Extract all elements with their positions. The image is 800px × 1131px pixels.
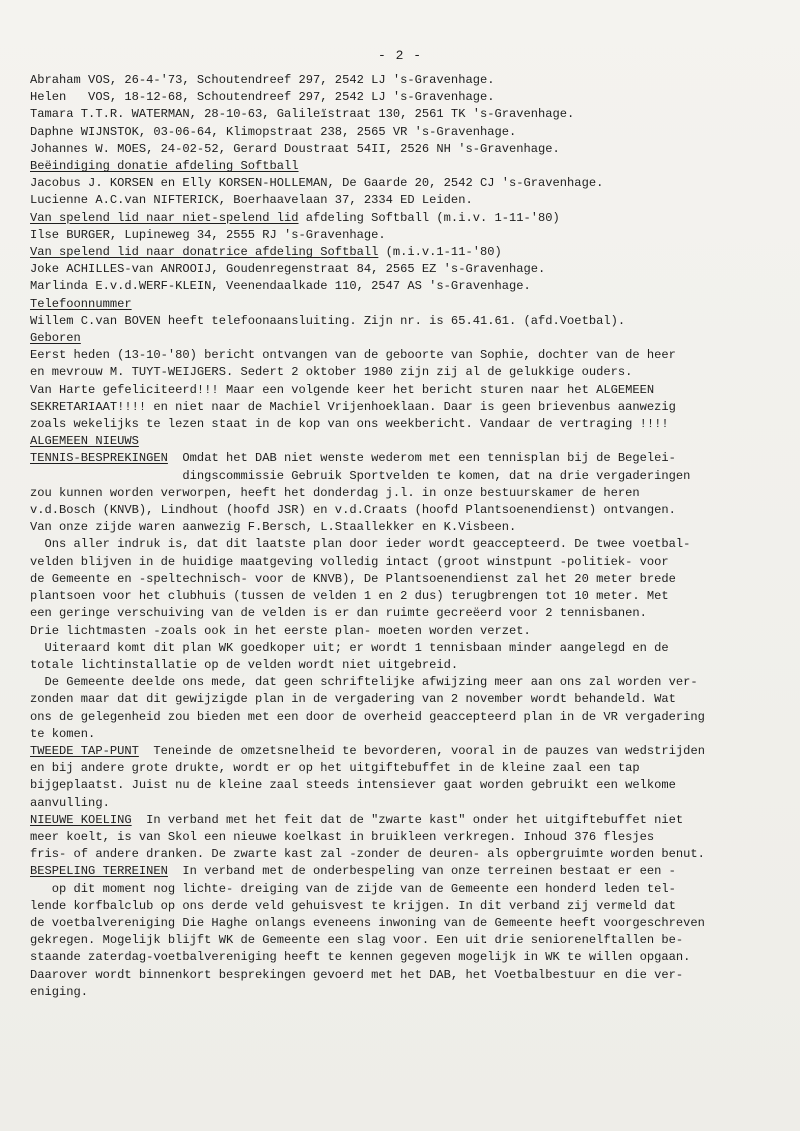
line-text: dingscommissie Gebruik Sportvelden te komen, dat na drie vergaderingen — [30, 468, 691, 483]
text-line — [30, 674, 782, 691]
text-line — [30, 932, 782, 949]
line-text: de voetbalvereniging Die Haghe onlangs eveneens inwoning van de Gemeente heeft voorgeschreven — [30, 915, 705, 930]
text-line — [30, 571, 782, 588]
section-heading: Telefoonnummer — [30, 296, 132, 311]
line-text: Tamara T.T.R. WATERMAN, 28-10-63, Galileïstraat 130, 2561 TK 's-Gravenhage. — [30, 107, 575, 122]
section-heading: Van spelend lid naar niet-spelend lid — [30, 210, 299, 225]
line-text: Van Harte gefeliciteerd!!! Maar een volgende keer het bericht sturen naar het ALGEMEEN — [30, 382, 655, 397]
line-text: staande zaterdag-voetbalvereniging heeft te kennen gegeven mogelijk in WK te willen opgaan. — [30, 950, 691, 965]
line-text: lende korfbalclub op ons derde veld gehuisvest te krijgen. In dit verband zij vermeld dat — [30, 898, 676, 913]
text-line — [30, 898, 782, 915]
text-line — [30, 949, 782, 966]
text-line — [30, 812, 782, 829]
text-line — [30, 399, 782, 416]
line-text: afdeling Softball (m.i.v. 1-11-'80) — [298, 210, 560, 225]
text-line — [30, 278, 782, 295]
text-line — [30, 709, 782, 726]
text-line — [30, 640, 782, 657]
page-number: - 2 - — [377, 48, 422, 63]
text-line — [30, 158, 782, 175]
text-line — [30, 330, 782, 347]
text-line — [30, 623, 782, 640]
line-text: Marlinda E.v.d.WERF-KLEIN, Veenendaalkade 110, 2547 AS 's-Gravenhage. — [30, 279, 531, 294]
line-text: de Gemeente en -speltechnisch- voor de KNVB), De Plantsoenendienst zal het 20 meter brede — [30, 571, 676, 586]
text-line — [30, 433, 782, 450]
line-text: Ons aller indruk is, dat dit laatste plan door ieder wordt geaccepteerd. De twee voetbal- — [30, 537, 691, 552]
text-line — [30, 795, 782, 812]
document-body — [30, 72, 782, 1001]
text-line — [30, 863, 782, 880]
text-line — [30, 296, 782, 313]
line-text: zou kunnen worden verworpen, heeft het donderdag j.l. in onze bestuurskamer de heren — [30, 485, 640, 500]
text-line — [30, 364, 782, 381]
line-text: fris- of andere dranken. De zwarte kast zal -zonder de deuren- als opbergruimte worden benut. — [30, 847, 705, 862]
text-line — [30, 554, 782, 571]
line-text: totale lichtinstallatie op de velden wordt niet uitgebreid. — [30, 657, 459, 672]
text-line — [30, 657, 782, 674]
section-heading: Geboren — [30, 331, 81, 346]
section-heading: NIEUWE KOELING — [30, 812, 132, 827]
text-line — [30, 106, 782, 123]
text-line — [30, 984, 782, 1001]
text-line — [30, 829, 782, 846]
line-text: op dit moment nog lichte- dreiging van de zijde van de Gemeente een honderd leden tel- — [30, 881, 676, 896]
text-line — [30, 536, 782, 553]
line-text: (m.i.v.1-11-'80) — [378, 245, 502, 260]
text-line — [30, 382, 782, 399]
line-text: bijgeplaatst. Juist nu de kleine zaal steeds intensiever gaat worden gebruikt een welkome — [30, 778, 676, 793]
line-text: te komen. — [30, 726, 96, 741]
line-text: In verband met de onderbespeling van onze terreinen bestaat er een - — [167, 864, 676, 879]
line-text: Abraham VOS, 26-4-'73, Schoutendreef 297, 2542 LJ 's-Gravenhage. — [30, 73, 495, 87]
text-line — [30, 881, 782, 898]
text-line — [30, 347, 782, 364]
text-line — [30, 468, 782, 485]
line-text: gekregen. Mogelijk blijft WK de Gemeente een slag voor. Een uit drie seniorenelftallen be- — [30, 933, 684, 948]
text-line — [30, 210, 782, 227]
text-line — [30, 588, 782, 605]
line-text: Omdat het DAB niet wenste wederom met een tennisplan bij de Begelei- — [167, 451, 676, 466]
line-text: Joke ACHILLES-van ANROOIJ, Goudenregenstraat 84, 2565 EZ 's-Gravenhage. — [30, 262, 546, 277]
text-line — [30, 192, 782, 209]
line-text: Helen VOS, 18-12-68, Schoutendreef 297, 2542 LJ 's-Gravenhage. — [30, 90, 495, 105]
text-line — [30, 777, 782, 794]
line-text: Daphne WIJNSTOK, 03-06-64, Klimopstraat 238, 2565 VR 's-Gravenhage. — [30, 124, 517, 139]
line-text: ons de gelegenheid zou bieden met een door de overheid geaccepteerd plan in de VR vergadering — [30, 709, 705, 724]
text-line — [30, 726, 782, 743]
text-line — [30, 450, 782, 467]
line-text: Uiteraard komt dit plan WK goedkoper uit; er wordt 1 tennisbaan minder aangelegd en de — [30, 640, 669, 655]
text-line — [30, 915, 782, 932]
section-heading: BESPELING TERREINEN — [30, 864, 168, 879]
text-line — [30, 261, 782, 278]
line-text: velden blijven in de huidige maatgeving volledig intact (groot winstpunt -politiek- voor — [30, 554, 669, 569]
line-text: Jacobus J. KORSEN en Elly KORSEN-HOLLEMAN, De Gaarde 20, 2542 CJ 's-Gravenhage. — [30, 176, 604, 191]
text-line — [30, 416, 782, 433]
line-text: Drie lichtmasten -zoals ook in het eerste plan- moeten worden verzet. — [30, 623, 531, 638]
text-line — [30, 605, 782, 622]
text-line — [30, 244, 782, 261]
line-text: Van onze zijde waren aanwezig F.Bersch, L.Staallekker en K.Visbeen. — [30, 520, 517, 535]
text-line — [30, 743, 782, 760]
text-line — [30, 967, 782, 984]
text-line — [30, 313, 782, 330]
line-text: aanvulling. — [30, 795, 110, 810]
text-line — [30, 175, 782, 192]
section-heading: ALGEMEEN NIEUWS — [30, 434, 139, 449]
line-text: en bij andere grote drukte, wordt er op het uitgiftebuffet in de kleine zaal een tap — [30, 761, 640, 776]
section-heading: TWEEDE TAP-PUNT — [30, 743, 139, 758]
line-text: Willem C.van BOVEN heeft telefoonaansluiting. Zijn nr. is 65.41.61. (afd.Voetbal). — [30, 313, 626, 328]
text-line — [30, 691, 782, 708]
line-text: SEKRETARIAAT!!!! en niet naar de Machiel Vrijenhoeklaan. Daar is geen brievenbus aanwezig — [30, 399, 676, 414]
line-text: plantsoen voor het clubhuis (tussen de velden 1 en 2 dus) terugbrengen tot 10 meter. Met — [30, 589, 669, 604]
text-line — [30, 141, 782, 158]
text-line — [30, 485, 782, 502]
text-line — [30, 124, 782, 141]
text-line — [30, 89, 782, 106]
line-text: zonden maar dat dit gewijzigde plan in de vergadering van 2 november wordt behandeld. Wat — [30, 692, 676, 707]
section-heading: TENNIS-BESPREKINGEN — [30, 451, 168, 466]
line-text: zoals wekelijks te lezen staat in de kop van ons weekbericht. Vandaar de vertraging !!!! — [30, 417, 669, 432]
line-text: Daarover wordt binnenkort besprekingen gevoerd met het DAB, het Voetbalbestuur en die ver- — [30, 967, 684, 982]
section-heading: Beëindiging donatie afdeling Softball — [30, 159, 299, 174]
text-line — [30, 519, 782, 536]
line-text: Teneinde de omzetsnelheid te bevorderen, vooral in de pauzes van wedstrijden — [138, 743, 705, 758]
line-text: een geringe verschuiving van de velden is er dan ruimte gecreëerd voor 2 tennisbanen. — [30, 606, 647, 621]
line-text: Ilse BURGER, Lupineweg 34, 2555 RJ 's-Gravenhage. — [30, 227, 386, 242]
text-line — [30, 72, 782, 89]
text-line — [30, 760, 782, 777]
line-text: Eerst heden (13-10-'80) bericht ontvangen van de geboorte van Sophie, dochter van de heer — [30, 348, 676, 363]
section-heading: Van spelend lid naar donatrice afdeling Softball — [30, 245, 379, 260]
line-text: In verband met het feit dat de "zwarte kast" onder het uitgiftebuffet niet — [131, 812, 684, 827]
line-text: Lucienne A.C.van NIFTERICK, Boerhaavelaan 37, 2334 ED Leiden. — [30, 193, 473, 208]
line-text: Johannes W. MOES, 24-02-52, Gerard Doustraat 54II, 2526 NH 's-Gravenhage. — [30, 141, 560, 156]
line-text: eniging. — [30, 984, 89, 999]
text-line — [30, 502, 782, 519]
text-line — [30, 227, 782, 244]
line-text: De Gemeente deelde ons mede, dat geen schriftelijke afwijzing meer aan ons zal worden ver- — [30, 675, 698, 690]
text-line — [30, 846, 782, 863]
line-text: meer koelt, is van Skol een nieuwe koelkast in bruikleen verkregen. Inhoud 376 flesjes — [30, 829, 655, 844]
line-text: v.d.Bosch (KNVB), Lindhout (hoofd JSR) en v.d.Craats (hoofd Plantsoenendienst) ontvangen. — [30, 503, 676, 518]
line-text: en mevrouw M. TUYT-WEIJGERS. Sedert 2 oktober 1980 zijn zij al de gelukkige ouders. — [30, 365, 633, 380]
